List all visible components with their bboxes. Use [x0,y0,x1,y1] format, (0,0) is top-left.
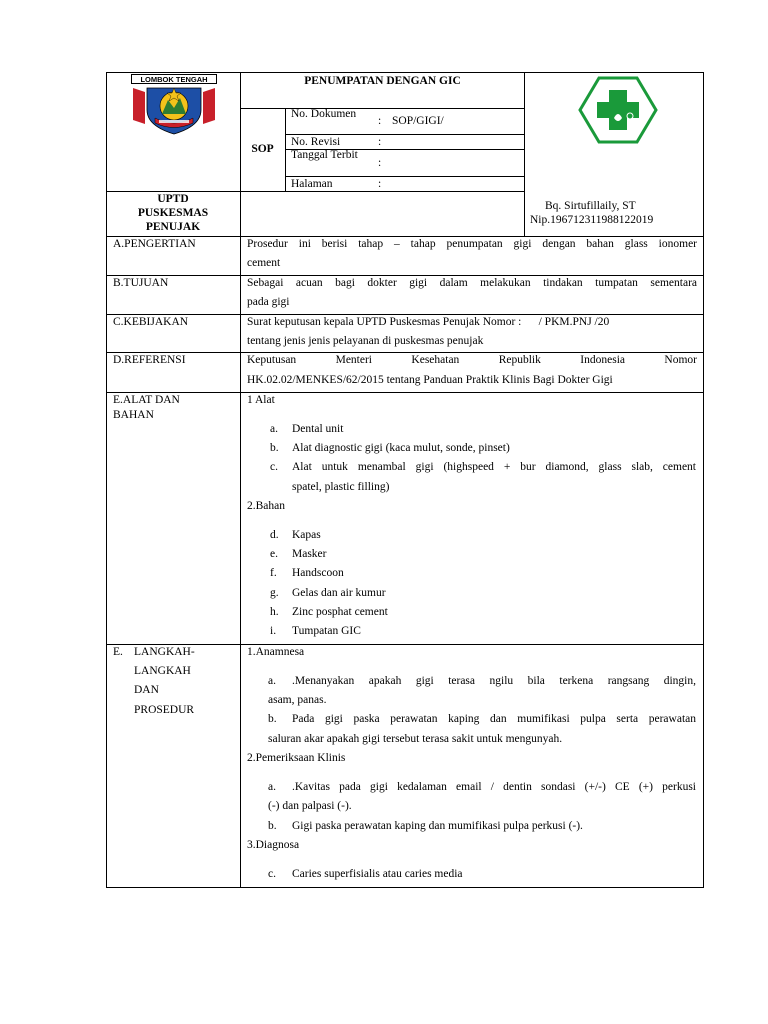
referensi-text-line2: HK.02.02/MENKES/62/2015 tentang Panduan Praktik Klinis Bagi Dokter Gigi [247,374,613,386]
sop-label: SOP [251,143,274,155]
puskesmas-logo [578,76,658,144]
field-label-tanggal-terbit: Tanggal Terbit [291,149,358,161]
tujuan-text-line2: pada gigi [247,296,290,308]
anamnesa-a-line1: .Menanyakan apakah gigi terasa ngilu bila terkena rangsang dingin, [292,675,696,687]
field-label-no-revisi: No. Revisi [291,136,341,148]
document-title: PENUMPATAN DENGAN GIC [304,75,461,87]
signer-name: Bq. Sirtufillaily, ST [545,200,636,212]
section-label-alat-line2: BAHAN [113,409,154,421]
field-sep-tanggal-terbit: : [378,157,382,169]
field-sep-halaman: : [378,178,382,190]
pengertian-text-line1: Prosedur ini berisi tahap – tahap penumpatan gigi dengan bahan glass ionomer [247,238,697,250]
referensi-text-line1: Keputusan Menteri Kesehatan Republik Indonesia Nomor [247,354,697,366]
anamnesa-a-line2: asam, panas. [268,694,327,706]
anamnesa-b-line1: Pada gigi paska perawatan kaping dan mumifikasi pulpa serta perawatan [292,713,696,725]
bahan-item-marker: g. [270,587,279,599]
lombok-tengah-crest [131,74,217,136]
pemeriksaan-a-line2: (-) dan palpasi (-). [268,800,352,812]
bahan-item-text: Zinc posphat cement [292,606,388,618]
field-label-halaman: Halaman [291,178,333,190]
tujuan-text-line1: Sebagai acuan bagi dokter gigi dalam melakukan tindakan tumpatan sementara [247,277,697,289]
diagnosa-c-text: Caries superfisialis atau caries media [292,868,463,880]
bahan-item-text: Handscoon [292,567,344,579]
bahan-item-marker: h. [270,606,279,618]
org-line-puskesmas: PUSKESMAS [137,207,209,219]
field-label-no-dokumen: No. Dokumen [291,108,357,120]
section-label-pengertian: A.PENGERTIAN [113,238,196,250]
pemeriksaan-a-marker: a. [268,781,276,793]
bahan-item-marker: d. [270,529,279,541]
bahan-item-marker: e. [270,548,278,560]
org-line-penujak: PENUJAK [145,221,201,233]
anamnesa-heading: 1.Anamnesa [247,646,305,658]
bahan-item-text: Masker [292,548,327,560]
pemeriksaan-b-text: Gigi paska perawatan kaping dan mumifikasi pulpa perkusi (-). [292,820,583,832]
field-sep-no-revisi: : [378,136,382,148]
pemeriksaan-b-marker: b. [268,820,277,832]
field-sep-no-dokumen: : [378,115,382,127]
section-label-alat-line1: E.ALAT DAN [113,394,180,406]
alat-item-marker: c. [270,461,278,473]
anamnesa-b-marker: b. [268,713,277,725]
diagnosa-c-marker: c. [268,868,276,880]
alat-item-text-cont: spatel, plastic filling) [292,481,390,493]
alat-item-marker: a. [270,423,278,435]
alat-item-text: Alat diagnostic gigi (kaca mulut, sonde, pinset) [292,442,510,454]
anamnesa-b-line2: saluran akar apakah gigi tersebut terasa sakit untuk mengunyah. [268,733,563,745]
field-value-no-dokumen: SOP/GIGI/ [392,115,444,127]
alat-item-marker: b. [270,442,279,454]
alat-item-text: Alat untuk menambal gigi (highspeed + bur diamond, glass slab, cement [292,461,696,473]
pengertian-text-line2: cement [247,257,281,269]
alat-heading: 1 Alat [247,394,275,406]
bahan-item-marker: f. [270,567,277,579]
diagnosa-heading: 3.Diagnosa [247,839,300,851]
crest-banner-text: LOMBOK TENGAH [140,75,208,84]
langkah-label-line: PROSEDUR [134,704,195,716]
org-line-uptd: UPTD [157,193,189,205]
bahan-heading: 2.Bahan [247,500,286,512]
alat-item-text: Dental unit [292,423,344,435]
langkah-label-line: DAN [134,684,159,696]
langkah-label-line: LANGKAH [134,665,191,677]
anamnesa-a-marker: a. [268,675,276,687]
kebijakan-text-line2: tentang jenis jenis pelayanan di puskesmas penujak [247,335,484,347]
kebijakan-text-line1: Surat keputusan kepala UPTD Puskesmas Penujak Nomor : / PKM.PNJ /20 [247,316,610,328]
pemeriksaan-heading: 2.Pemeriksaan Klinis [247,752,346,764]
bahan-item-text: Kapas [292,529,321,541]
langkah-label-line: LANGKAH- [134,646,195,658]
section-label-referensi: D.REFERENSI [113,354,186,366]
langkah-label-prefix: E. [113,646,123,658]
bahan-item-text: Tumpatan GIC [292,625,361,637]
pemeriksaan-a-line1: .Kavitas pada gigi kedalaman email / dentin sondasi (+/-) CE (+) perkusi [292,781,696,793]
section-label-kebijakan: C.KEBIJAKAN [113,316,189,328]
bahan-item-text: Gelas dan air kumur [292,587,386,599]
bahan-item-marker: i. [270,625,277,637]
signer-nip: Nip.196712311988122019 [530,214,654,226]
section-label-tujuan: B.TUJUAN [113,277,169,289]
